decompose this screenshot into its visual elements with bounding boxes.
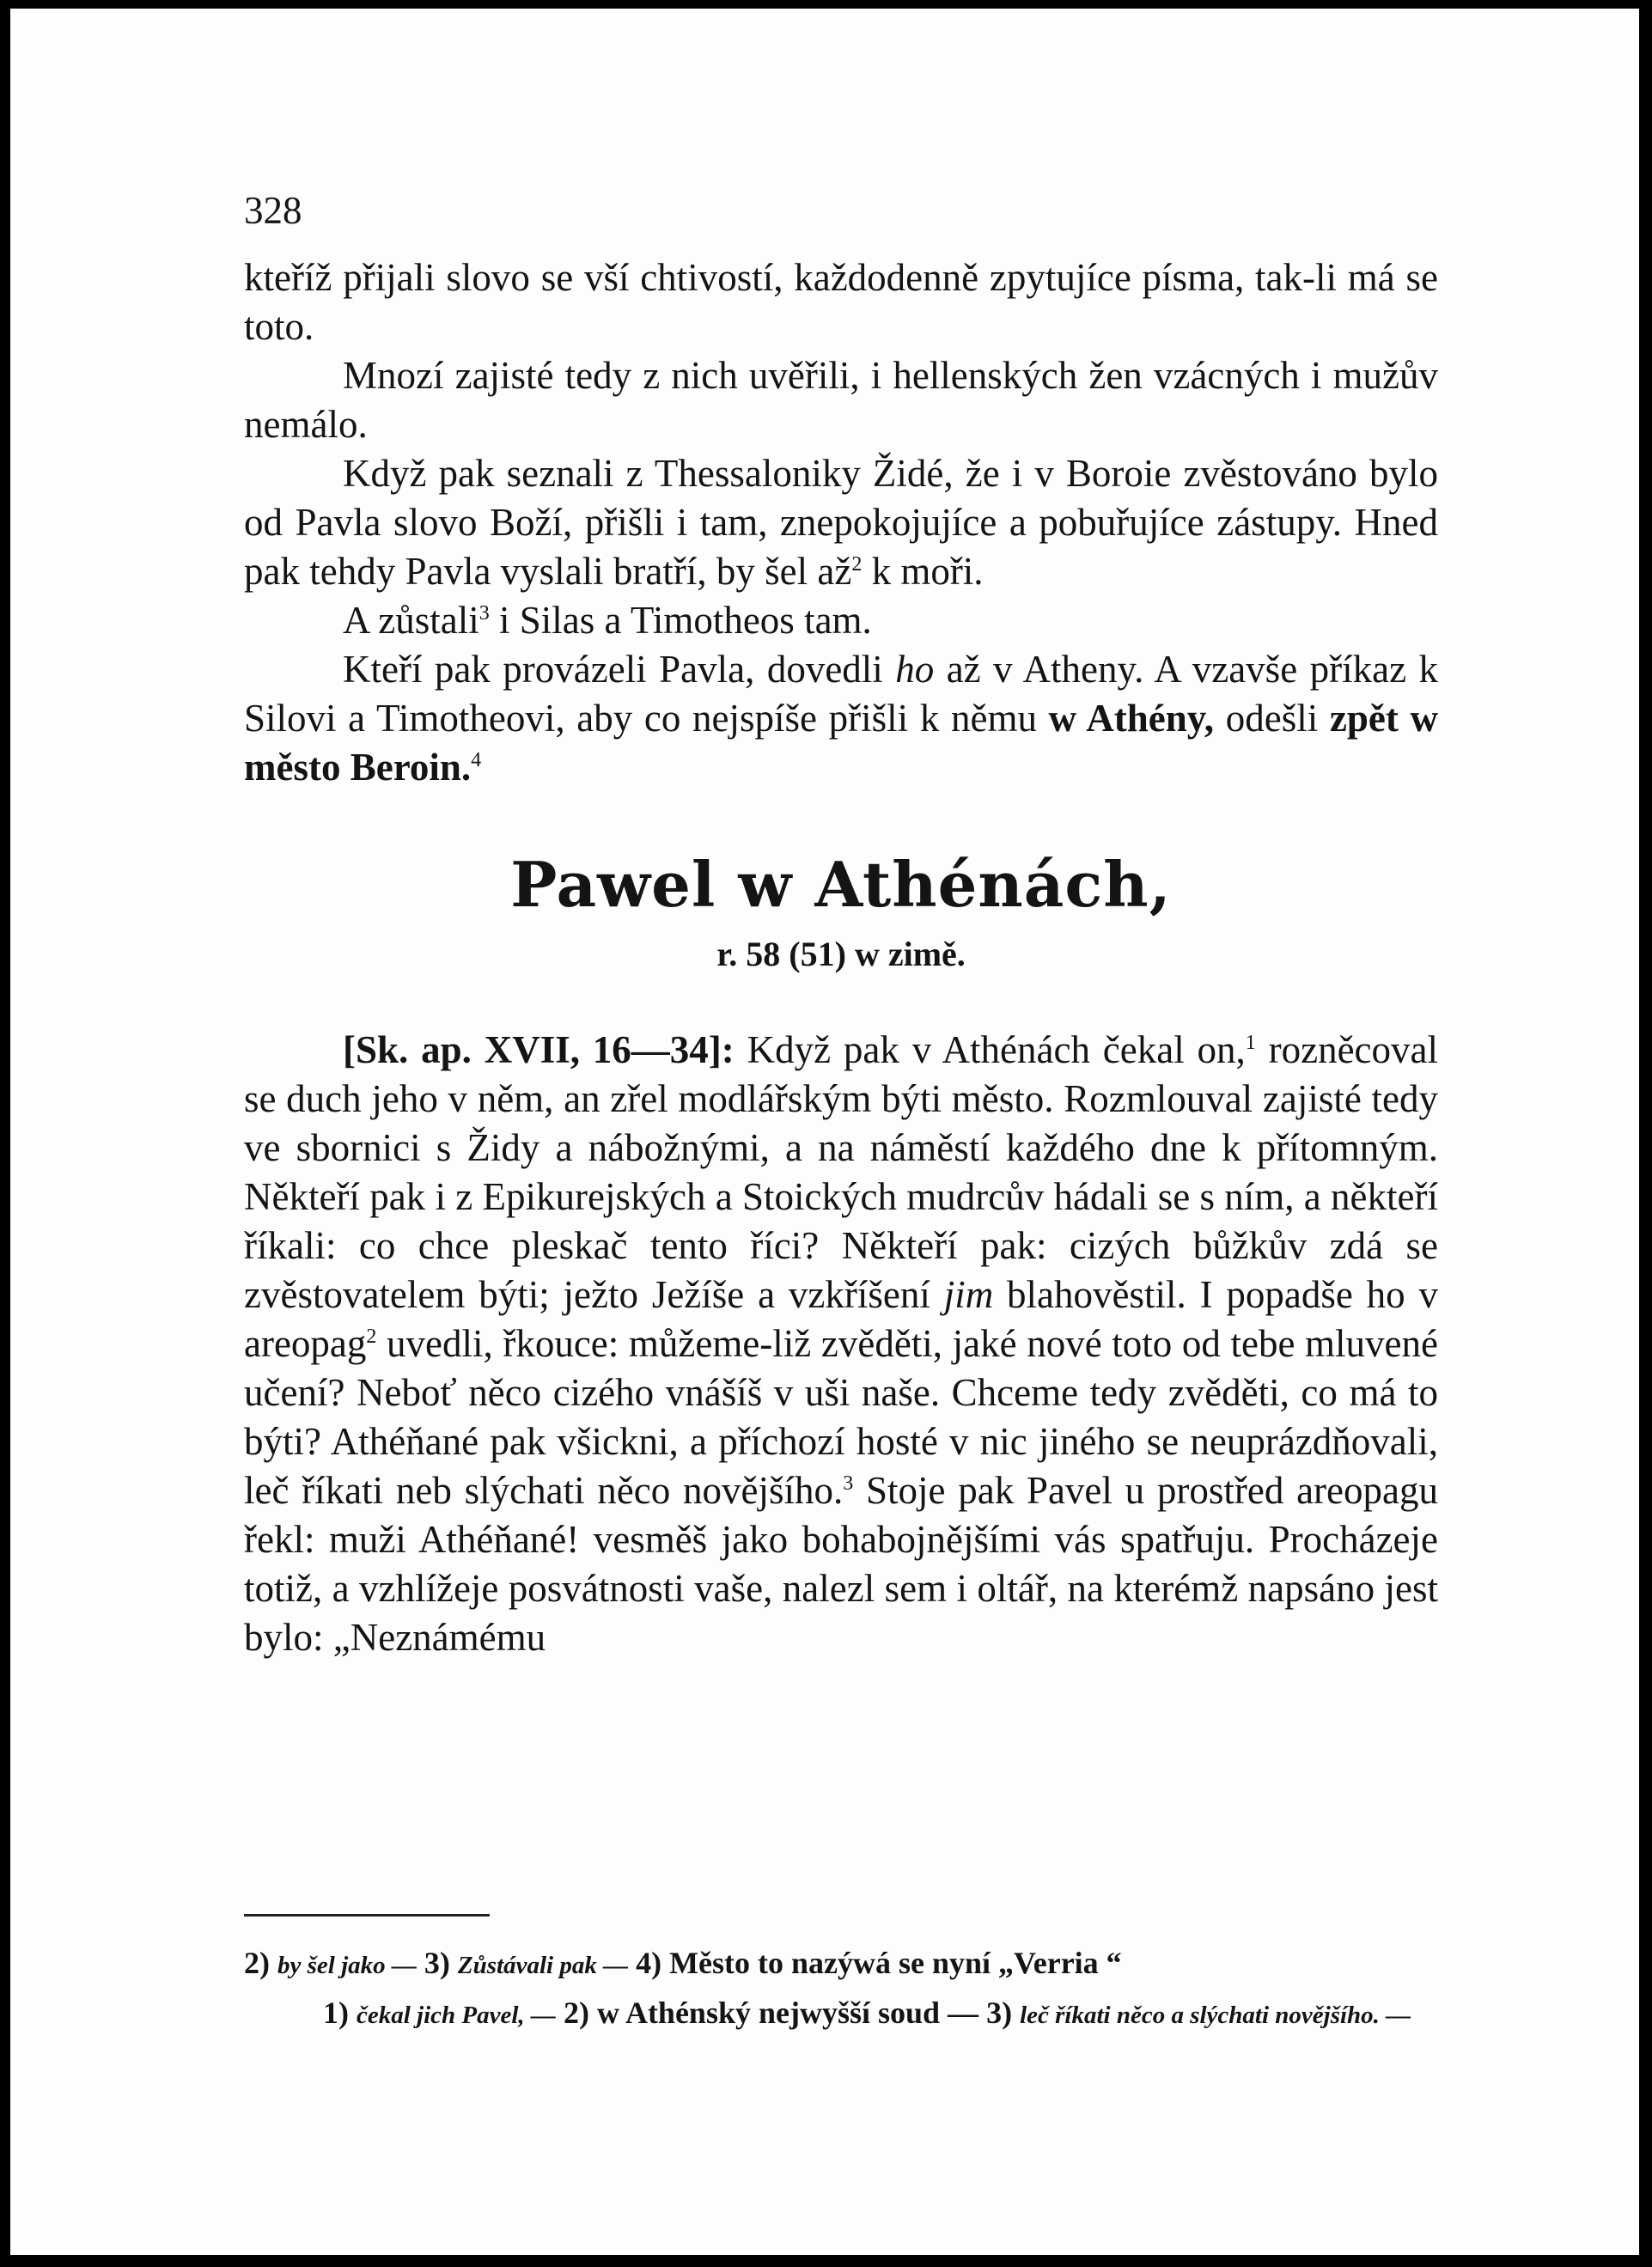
paragraph-text: k moři. bbox=[862, 550, 984, 593]
blackletter-insert: zpět w město Beroin. bbox=[244, 697, 1438, 789]
footnote-number: 3) bbox=[986, 1996, 1013, 2030]
footnote-text: by šel jako — bbox=[277, 1952, 417, 1979]
paragraph-1 bbox=[244, 253, 1438, 351]
paragraph-text: i Silas a Timotheos tam. bbox=[489, 599, 872, 642]
paragraph-text: rozněcoval se duch jeho v něm, an zřel modlářským býti město. Rozmlouval zajisté tedy ve sbornici s Židy a nábožnými, a na náměstí každého dne k přítomným. Někteří pak i z Epikurejských a Stoických mudrcův hádali se s ním, a někteří říkali: co chce pleskač tento říci? Někteří pak: cizých bůžkův zdá se zvěstovatelem býti; ježto Ježíše a vzkříšení bbox=[244, 1028, 1438, 1316]
footnote-text: Zůstávali pak — bbox=[457, 1952, 629, 1979]
footnote-text: leč říkati něco a slýchati novějšího. — bbox=[1020, 2002, 1411, 2029]
reference-paragraph bbox=[244, 1026, 1438, 1662]
page-content bbox=[244, 185, 1438, 1662]
paragraph-text: blahověstil. I popadše ho v areopag bbox=[244, 1273, 1438, 1365]
footnote-marker: 4 bbox=[471, 749, 482, 771]
footnote-divider bbox=[244, 1914, 490, 1917]
paragraph-text: Když pak v Athénách čekal on, bbox=[734, 1028, 1246, 1071]
book-page-sheet bbox=[10, 9, 1639, 2255]
section-title: Pawel w Athénách, bbox=[510, 848, 1172, 921]
paragraph-text: Kteří pak provázeli Pavla, dovedli bbox=[343, 648, 896, 691]
footnote-marker: 2 bbox=[366, 1325, 377, 1348]
footnote-number: 1) bbox=[323, 1996, 349, 2030]
footnote-line-1 bbox=[244, 1940, 1438, 1990]
paragraph-text: odešli bbox=[1214, 697, 1330, 740]
italic-word: ho bbox=[895, 648, 935, 691]
paragraph-text: Když pak seznali z Thessaloniky Židé, že i v Boroie zvěstováno bylo od Pavla slovo Boží, přišli i tam, znepokojujíce a pobuřujíce zástupy. Hned pak tehdy Pavla vyslali bratří, by šel až bbox=[244, 452, 1438, 593]
footnote-line-2 bbox=[244, 1990, 1438, 2039]
scripture-reference: [Sk. ap. XVII, 16—34]: bbox=[343, 1028, 735, 1071]
page-number: 328 bbox=[244, 189, 302, 232]
footnote-text: Město to nazýwá se nyní „Verria “ bbox=[669, 1946, 1122, 1980]
footnote-number: 3) bbox=[424, 1946, 450, 1980]
blackletter-insert: w Athény, bbox=[1048, 697, 1215, 740]
paragraph-text: A zůstali bbox=[343, 599, 479, 642]
paragraph-4 bbox=[244, 596, 1438, 645]
section-date: r. 58 (51) w zimě. bbox=[716, 935, 966, 973]
paragraph-text: Mnozí zajisté tedy z nich uvěřili, i hellenských žen vzácných i mužův nemálo. bbox=[244, 354, 1438, 446]
paragraph-3 bbox=[244, 449, 1438, 596]
paragraph-text: až v Atheny. A vzavše příkaz k Silovi a Timotheovi, aby co nejspíše přišli k němu bbox=[244, 648, 1438, 740]
paragraph-2 bbox=[244, 351, 1438, 449]
footnote-text: w Athénský nejwyšší soud — bbox=[596, 1996, 979, 2030]
footnote-marker: 3 bbox=[843, 1472, 854, 1495]
footnote-marker: 1 bbox=[1245, 1032, 1256, 1054]
italic-word: jim bbox=[943, 1273, 994, 1316]
footnote-text: čekal jich Pavel, — bbox=[357, 2002, 556, 2029]
footnote-number: 4) bbox=[636, 1946, 662, 1980]
paragraph-text: Stoje pak Pavel u prostřed areopagu řekl: muži Athéňané! vesměš jako bohabojnějšími vás spatřuju. Procházeje totiž, a vzhlížeje posvátnosti vaše, nalezl sem i oltář, na kterémž napsáno jest bylo: „Neznámému bbox=[244, 1469, 1438, 1659]
paragraph-text: uvedli, řkouce: můžeme-liž zvěděti, jaké nové toto od tebe mluvené učení? Neboť něco cizého vnášíš v uši naše. Chceme tedy zvěděti, co má to býti? Athéňané pak všickni, a příchozí hosté v nic jiného se neuprázdňovali, leč říkati neb slýchati něco novějšího. bbox=[244, 1322, 1438, 1512]
footnotes bbox=[244, 1940, 1438, 2039]
footnote-marker: 2 bbox=[851, 553, 863, 576]
footnote-number: 2) bbox=[563, 1996, 589, 2030]
paragraph-text: kteříž přijali slovo se vší chtivostí, každodenně zpytujíce písma, tak-li má se toto. bbox=[244, 256, 1438, 348]
footnote-marker: 3 bbox=[479, 602, 490, 625]
footnote-number: 2) bbox=[244, 1946, 270, 1980]
paragraph-5 bbox=[244, 645, 1438, 792]
